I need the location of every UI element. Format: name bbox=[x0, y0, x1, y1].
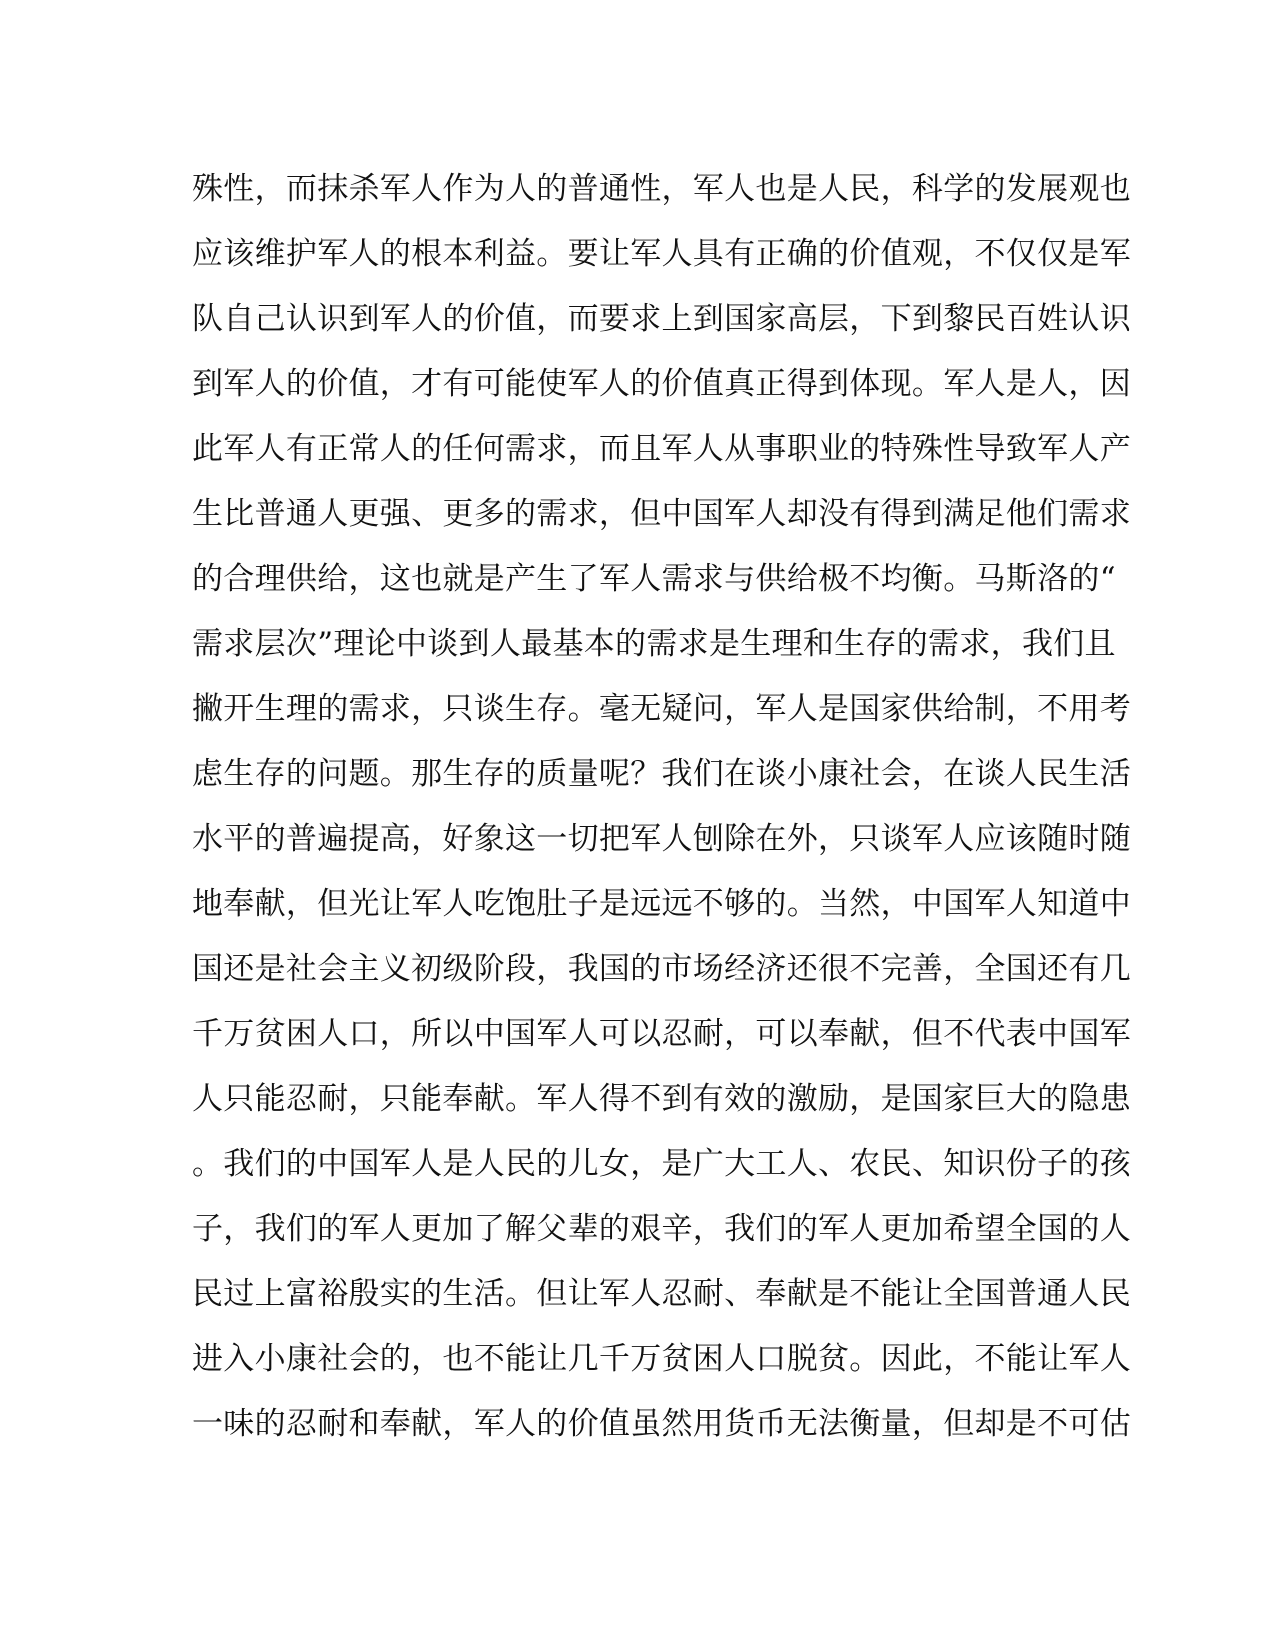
text-line: 虑生存的问题。那生存的质量呢？我们在谈小康社会，在谈人民生活 bbox=[192, 756, 1131, 792]
text-line: 国还是社会主义初级阶段，我国的市场经济还很不完善，全国还有几 bbox=[192, 951, 1131, 987]
text-line: 千万贫困人口，所以中国军人可以忍耐，可以奉献，但不代表中国军 bbox=[192, 1016, 1131, 1052]
text-line: 应该维护军人的根本利益。要让军人具有正确的价值观，不仅仅是军 bbox=[192, 236, 1131, 272]
text-line: 撇开生理的需求，只谈生存。毫无疑问，军人是国家供给制，不用考 bbox=[192, 691, 1131, 727]
text-line: 地奉献，但光让军人吃饱肚子是远远不够的。当然，中国军人知道中 bbox=[192, 886, 1131, 922]
body-text bbox=[192, 159, 1131, 1459]
text-line: 需求层次”理论中谈到人最基本的需求是生理和生存的需求，我们且 bbox=[192, 626, 1116, 662]
text-line: 此军人有正常人的任何需求，而且军人从事职业的特殊性导致军人产 bbox=[192, 431, 1131, 467]
text-line: 进入小康社会的，也不能让几千万贫困人口脱贫。因此，不能让军人 bbox=[192, 1341, 1131, 1377]
text-line: 水平的普遍提高，好象这一切把军人刨除在外，只谈军人应该随时随 bbox=[192, 821, 1131, 857]
text-line: 殊性，而抹杀军人作为人的普通性，军人也是人民，科学的发展观也 bbox=[192, 171, 1131, 207]
text-line: 队自己认识到军人的价值，而要求上到国家高层，下到黎民百姓认识 bbox=[192, 301, 1131, 337]
text-line: 。我们的中国军人是人民的儿女，是广大工人、农民、知识份子的孩 bbox=[192, 1146, 1131, 1182]
text-line: 人只能忍耐，只能奉献。军人得不到有效的激励，是国家巨大的隐患 bbox=[192, 1081, 1131, 1117]
text-line: 的合理供给，这也就是产生了军人需求与供给极不均衡。马斯洛的“ bbox=[192, 561, 1116, 597]
text-line: 一味的忍耐和奉献，军人的价值虽然用货币无法衡量，但却是不可估 bbox=[192, 1406, 1131, 1442]
text-line: 生比普通人更强、更多的需求，但中国军人却没有得到满足他们需求 bbox=[192, 496, 1131, 532]
text-line: 民过上富裕殷实的生活。但让军人忍耐、奉献是不能让全国普通人民 bbox=[192, 1276, 1131, 1312]
text-line: 子，我们的军人更加了解父辈的艰辛，我们的军人更加希望全国的人 bbox=[192, 1211, 1131, 1247]
text-line: 到军人的价值，才有可能使军人的价值真正得到体现。军人是人，因 bbox=[192, 366, 1131, 402]
